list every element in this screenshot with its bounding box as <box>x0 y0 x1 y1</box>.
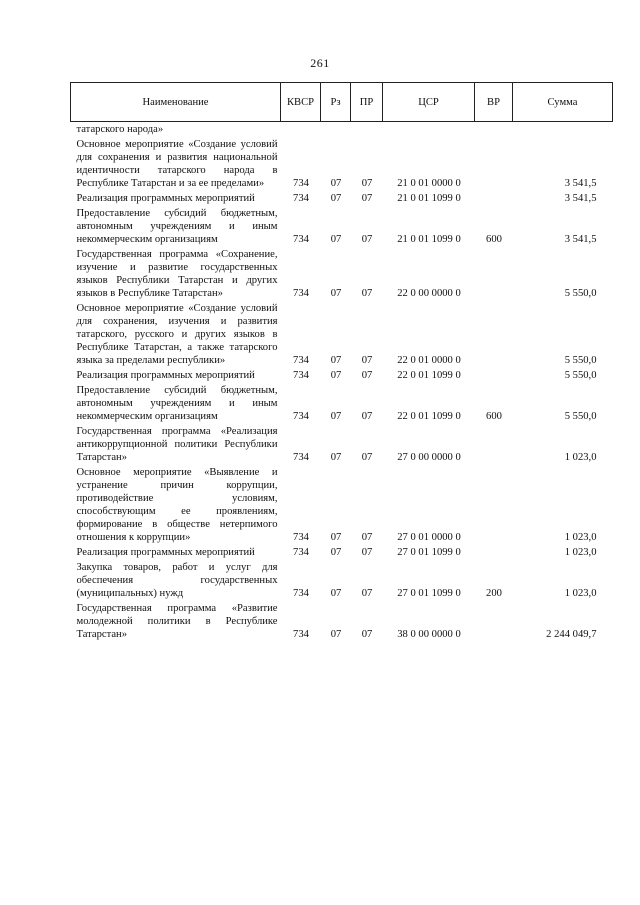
cell-csr: 21 0 01 0000 0 <box>397 178 461 189</box>
column-header-csr: ЦСР <box>383 83 475 122</box>
cell-rz: 07 <box>330 234 342 245</box>
cell-rz <box>321 122 351 138</box>
cell-kvsr: 734 <box>293 452 309 463</box>
cell-kvsr: 734 <box>293 193 309 204</box>
table-row <box>71 122 613 138</box>
cell-kvsr: 734 <box>293 178 309 189</box>
cell-rz: 07 <box>330 370 342 381</box>
table-row <box>71 424 613 465</box>
cell-name: Реализация программных мероприятий <box>76 547 255 558</box>
cell-pr: 07 <box>361 370 373 381</box>
cell-csr: 21 0 01 1099 0 <box>397 234 461 245</box>
cell-csr: 22 0 00 0000 0 <box>397 288 461 299</box>
table-row <box>71 465 613 545</box>
cell-name: Государственная программа «Сохранение, изучение и развитие государственных языков Республики Татарстан и других языков в Республике Татарстан» <box>76 249 278 299</box>
cell-sum: 1 023,0 <box>564 547 597 558</box>
page-number: 261 <box>310 56 330 70</box>
cell-kvsr <box>281 122 321 138</box>
cell-sum: 1 023,0 <box>564 452 597 463</box>
cell-csr: 27 0 01 1099 0 <box>397 547 461 558</box>
column-header-name: Наименование <box>71 83 281 122</box>
cell-sum: 5 550,0 <box>564 411 597 422</box>
cell-csr <box>383 122 475 138</box>
cell-pr: 07 <box>361 178 373 189</box>
table-row <box>71 137 613 191</box>
cell-name: Реализация программных мероприятий <box>76 193 255 204</box>
cell-csr: 38 0 00 0000 0 <box>397 629 461 640</box>
cell-sum: 1 023,0 <box>564 532 597 543</box>
cell-csr: 22 0 01 1099 0 <box>397 370 461 381</box>
cell-rz: 07 <box>330 355 342 366</box>
cell-sum: 5 550,0 <box>564 355 597 366</box>
cell-rz: 07 <box>330 288 342 299</box>
table-row <box>71 301 613 368</box>
cell-kvsr: 734 <box>293 588 309 599</box>
table-row <box>71 368 613 383</box>
cell-vr <box>475 424 513 465</box>
cell-name: Основное мероприятие «Создание условий для сохранения и развития национальной идентичности татарского народа в Республике Татарстан и за ее пределами» <box>76 139 278 189</box>
cell-name: Реализация программных мероприятий <box>76 370 255 381</box>
cell-pr: 07 <box>361 411 373 422</box>
table-row <box>71 545 613 560</box>
cell-csr: 27 0 00 0000 0 <box>397 452 461 463</box>
cell-kvsr: 734 <box>293 532 309 543</box>
cell-vr: 600 <box>486 411 502 422</box>
cell-name: Предоставление субсидий бюджетным, автономным учреждениям и иным некоммерческим организациям <box>76 208 278 245</box>
cell-rz: 07 <box>330 193 342 204</box>
cell-pr: 07 <box>361 355 373 366</box>
cell-pr: 07 <box>361 547 373 558</box>
cell-pr: 07 <box>361 452 373 463</box>
cell-sum: 3 541,5 <box>564 193 597 204</box>
cell-kvsr: 734 <box>293 411 309 422</box>
cell-csr: 22 0 01 1099 0 <box>397 411 461 422</box>
cell-pr: 07 <box>361 234 373 245</box>
cell-pr <box>351 122 383 138</box>
table-row <box>71 383 613 424</box>
cell-vr <box>475 368 513 383</box>
column-header-pr: ПР <box>351 83 383 122</box>
cell-csr: 22 0 01 0000 0 <box>397 355 461 366</box>
cell-name: Предоставление субсидий бюджетным, автономным учреждениям и иным некоммерческим организациям <box>76 385 278 422</box>
cell-vr <box>475 601 513 642</box>
cell-kvsr: 734 <box>293 288 309 299</box>
cell-sum: 5 550,0 <box>564 288 597 299</box>
cell-kvsr: 734 <box>293 234 309 245</box>
column-header-rz: Рз <box>321 83 351 122</box>
cell-rz: 07 <box>330 411 342 422</box>
cell-name: Закупка товаров, работ и услуг для обеспечения государственных (муниципальных) нужд <box>76 562 278 599</box>
cell-name: татарского народа» <box>76 124 164 135</box>
cell-pr: 07 <box>361 193 373 204</box>
cell-sum: 5 550,0 <box>564 370 597 381</box>
table-header-row <box>71 83 613 122</box>
cell-rz: 07 <box>330 629 342 640</box>
cell-kvsr: 734 <box>293 355 309 366</box>
cell-pr: 07 <box>361 588 373 599</box>
cell-sum: 2 244 049,7 <box>546 629 597 640</box>
cell-vr <box>475 301 513 368</box>
column-header-vr: ВР <box>475 83 513 122</box>
cell-sum: 3 541,5 <box>564 234 597 245</box>
cell-kvsr: 734 <box>293 629 309 640</box>
table-row <box>71 191 613 206</box>
cell-vr <box>475 137 513 191</box>
cell-csr: 27 0 01 1099 0 <box>397 588 461 599</box>
cell-vr <box>475 122 513 138</box>
column-header-sum: Сумма <box>513 83 613 122</box>
table-body <box>71 122 613 643</box>
table-row <box>71 247 613 301</box>
cell-pr: 07 <box>361 532 373 543</box>
cell-vr: 600 <box>486 234 502 245</box>
cell-sum: 1 023,0 <box>564 588 597 599</box>
table-row <box>71 206 613 247</box>
cell-vr <box>475 247 513 301</box>
budget-table <box>70 82 613 642</box>
table-row <box>71 601 613 642</box>
cell-name: Государственная программа «Реализация антикоррупционной политики Республики Татарстан» <box>76 426 278 463</box>
cell-name: Основное мероприятие «Создание условий для сохранения, изучения и развития татарского, русского и других языков в Республике Татарстан, а также татарского языка за пределами республики» <box>76 303 278 366</box>
cell-csr: 27 0 01 0000 0 <box>397 532 461 543</box>
cell-rz: 07 <box>330 452 342 463</box>
cell-csr: 21 0 01 1099 0 <box>397 193 461 204</box>
cell-kvsr: 734 <box>293 370 309 381</box>
cell-rz: 07 <box>330 547 342 558</box>
table-row <box>71 560 613 601</box>
cell-pr: 07 <box>361 288 373 299</box>
cell-rz: 07 <box>330 588 342 599</box>
cell-vr: 200 <box>486 588 502 599</box>
cell-name: Государственная программа «Развитие молодежной политики в Республике Татарстан» <box>76 603 278 640</box>
cell-sum <box>513 122 613 138</box>
cell-rz: 07 <box>330 532 342 543</box>
column-header-kvsr: КВСР <box>281 83 321 122</box>
cell-vr <box>475 465 513 545</box>
cell-kvsr: 734 <box>293 547 309 558</box>
cell-pr: 07 <box>361 629 373 640</box>
cell-vr <box>475 191 513 206</box>
cell-vr <box>475 545 513 560</box>
cell-name: Основное мероприятие «Выявление и устранение причин коррупции, противодействие условиям, способствующим ее проявлениям, формирование в обществе нетерпимого отношения к коррупции» <box>76 467 278 543</box>
cell-sum: 3 541,5 <box>564 178 597 189</box>
cell-rz: 07 <box>330 178 342 189</box>
